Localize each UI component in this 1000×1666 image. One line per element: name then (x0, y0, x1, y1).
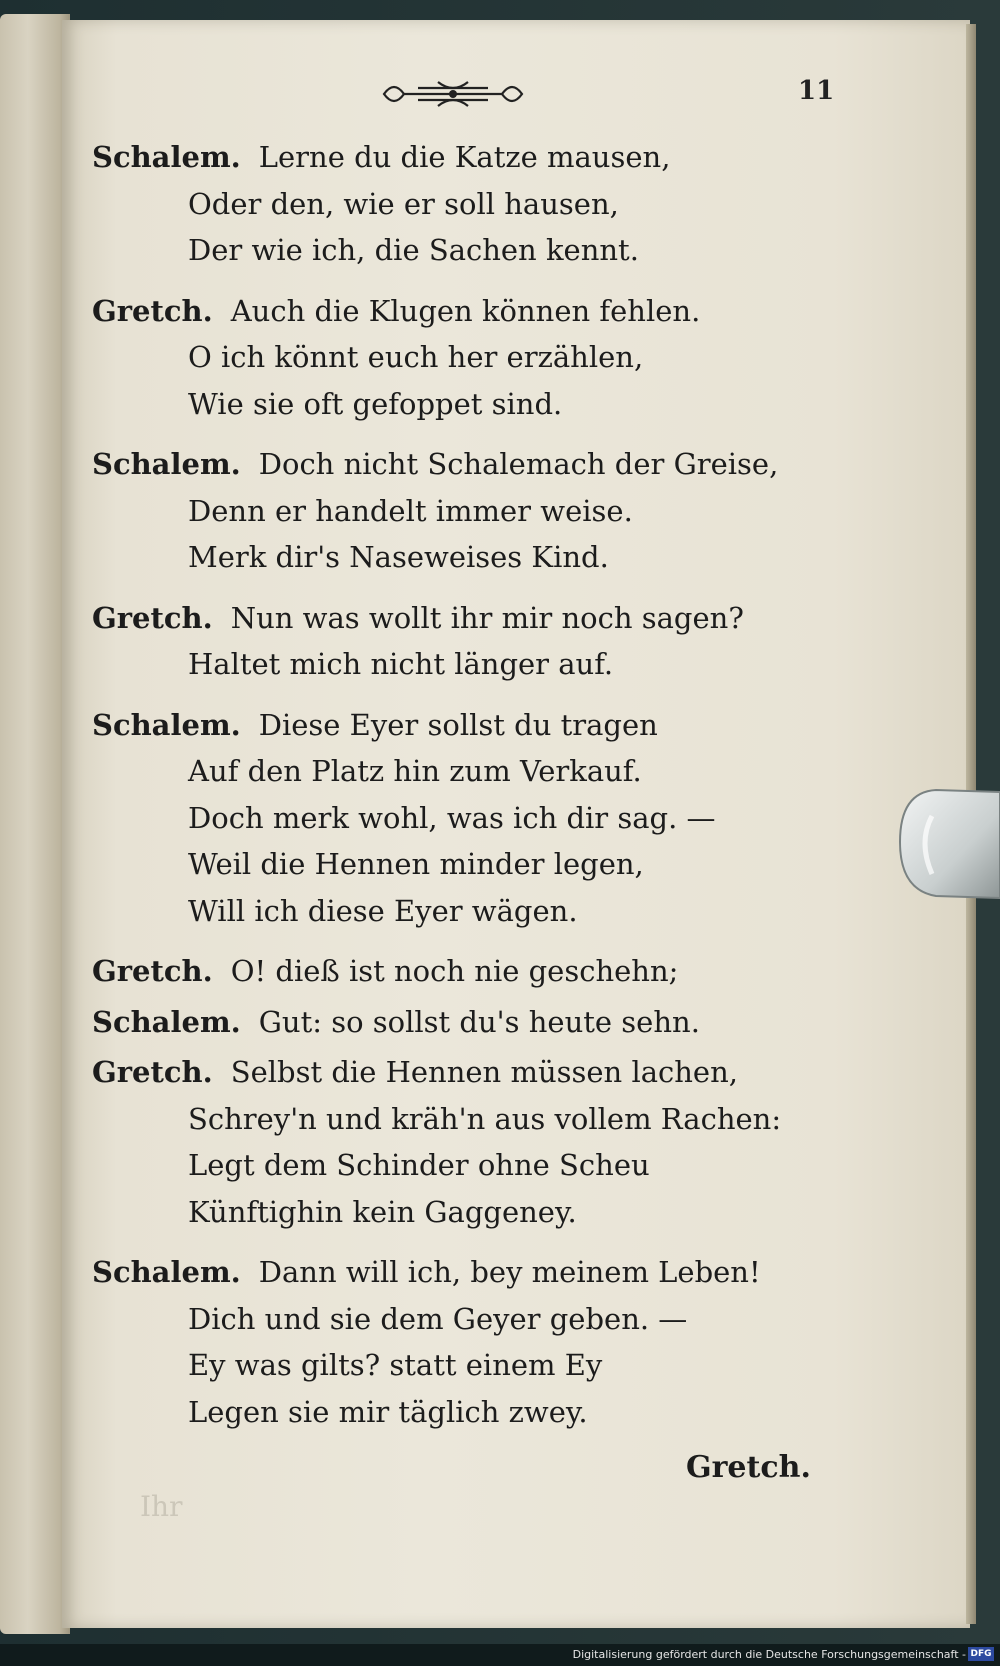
speaker-label: Schalem. (92, 1004, 241, 1039)
verse-line: Will ich diese Eyer wägen. (188, 893, 578, 928)
dialogue-text (92, 134, 812, 1449)
verse-line: Haltet mich nicht länger auf. (188, 647, 614, 681)
stanza (92, 702, 812, 935)
printer-ornament-icon (378, 76, 528, 112)
speaker-label: Gretch. (92, 293, 213, 328)
page-number: 11 (798, 76, 835, 106)
verse-line: O! dieß ist noch nie geschehn; (230, 954, 679, 988)
verse-line: Legen sie mir täglich zwey. (188, 1394, 588, 1429)
stanza (92, 999, 812, 1046)
verse-line: Auf den Platz hin zum Verkauf. (188, 754, 642, 788)
verse-line: Der wie ich, die Sachen kennt. (188, 233, 639, 267)
stanza (92, 288, 812, 428)
verse-line: Weil die Hennen minder legen, (188, 847, 644, 881)
verse-line: Diese Eyer sollst du tragen (258, 707, 658, 742)
verse-line: Wie sie oft gefoppet sind. (188, 386, 563, 421)
verse-line: Dann will ich, bey meinem Leben! (258, 1255, 761, 1289)
verse-line: Nun was wollt ihr mir noch sagen? (230, 600, 744, 635)
verse-line: Dich und sie dem Geyer geben. — (188, 1301, 688, 1336)
stanza (92, 595, 812, 688)
verse-line: O ich könnt euch her erzählen, (188, 340, 644, 374)
left-page-edge (0, 14, 70, 1634)
verse-line: Oder den, wie er soll hausen, (188, 186, 619, 221)
speaker-label: Schalem. (92, 1255, 241, 1289)
verse-line: Ey was gilts? statt einem Ey (188, 1348, 603, 1382)
stanza (92, 1249, 812, 1435)
stanza (92, 1049, 812, 1235)
verse-line: Denn er handelt immer weise. (188, 493, 633, 528)
verse-line: Merk dir's Naseweises Kind. (188, 540, 609, 574)
speaker-label: Gretch. (92, 954, 213, 988)
speaker-label: Schalem. (92, 707, 241, 742)
verse-line: Gut: so sollst du's heute sehn. (258, 1004, 700, 1039)
verse-line: Legt dem Schinder ohne Scheu (188, 1148, 650, 1182)
bleed-through-text: Ihr (140, 1490, 183, 1523)
footer-credit: Digitalisierung gefördert durch die Deutsche Forschungsgemeinschaft - (572, 1648, 966, 1661)
verse-line: Doch merk wohl, was ich dir sag. — (188, 800, 716, 835)
stanza (92, 441, 812, 581)
speaker-label: Gretch. (92, 600, 213, 635)
catchword: Gretch. (686, 1450, 811, 1485)
stanza (92, 134, 812, 274)
stanza (92, 948, 812, 995)
speaker-label: Gretch. (92, 1055, 213, 1089)
verse-line: Auch die Klugen können fehlen. (230, 293, 701, 328)
verse-line: Selbst die Hennen müssen lachen, (230, 1055, 738, 1089)
verse-line: Doch nicht Schalemach der Greise, (258, 447, 779, 481)
speaker-label: Schalem. (92, 140, 241, 174)
speaker-label: Schalem. (92, 447, 241, 481)
verse-line: Künftighin kein Gaggeney. (188, 1194, 577, 1229)
verse-line: Lerne du die Katze mausen, (258, 140, 671, 174)
page-clip-icon (896, 786, 1000, 906)
dfg-logo: DFG (968, 1647, 994, 1661)
verse-line: Schrey'n und kräh'n aus vollem Rachen: (188, 1101, 782, 1136)
